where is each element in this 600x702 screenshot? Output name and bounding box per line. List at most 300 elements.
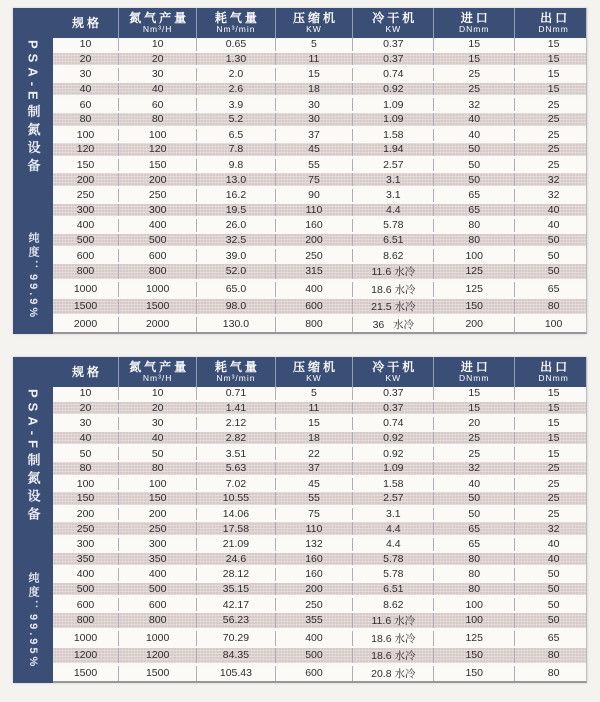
spec-cell: 110: [275, 204, 353, 217]
spec-cell: 10: [118, 387, 196, 400]
spec-cell: 400: [118, 219, 196, 232]
column-header: [433, 357, 514, 387]
spec-cell: 90: [275, 189, 353, 202]
column-unit: KW: [385, 24, 402, 35]
series-label: PSA-F制氮设备: [25, 389, 41, 525]
spec-cell: 18: [275, 432, 353, 445]
table-body: [53, 387, 586, 681]
spec-cell: 25: [514, 462, 592, 475]
spec-cell: 0.37: [352, 402, 433, 415]
spec-cell: 600: [118, 598, 196, 611]
spec-cell: 40: [514, 219, 592, 232]
column-header: [53, 8, 118, 38]
spec-cell: 0.37: [352, 387, 433, 400]
spec-cell: 50: [433, 143, 514, 156]
spec-cell: 800: [76, 265, 95, 278]
spec-cell: 1500: [73, 300, 98, 313]
column-header: [352, 357, 433, 387]
spec-cell: 1.30: [196, 53, 274, 66]
spec-cell: 25: [433, 68, 514, 81]
spec-cell: 150: [118, 159, 196, 172]
spec-cell: 40: [514, 538, 592, 551]
column-unit: Nm³/H: [142, 24, 173, 35]
spec-cell: 15: [433, 387, 514, 400]
spec-cell: 200: [433, 317, 514, 332]
spec-cell: 80: [118, 113, 196, 126]
spec-cell: 40: [514, 204, 592, 217]
spec-cell: 30: [79, 68, 92, 81]
spec-cell: 4.4: [352, 522, 433, 535]
spec-cell: 0.92: [352, 432, 433, 445]
spec-row: [53, 127, 586, 142]
spec-row: [53, 611, 586, 629]
spec-cell: 150: [76, 159, 95, 172]
spec-cell: 350: [76, 552, 95, 565]
spec-cell: 200: [118, 508, 196, 521]
spec-cell: 25: [514, 508, 592, 521]
spec-cell: 120: [76, 143, 95, 156]
spec-cell: 600: [118, 249, 196, 262]
column-header: [275, 357, 353, 387]
spec-cell: 105.43: [196, 666, 274, 681]
column-unit: DNmm: [538, 24, 569, 35]
column-unit: DNmm: [459, 24, 490, 35]
spec-cell: 8.62: [352, 598, 433, 611]
spec-cell: 5: [275, 387, 353, 400]
spec-cell: 150: [433, 666, 514, 681]
column-header: [118, 357, 196, 387]
column-unit: Nm³/min: [216, 24, 256, 35]
spec-cell: 1200: [118, 648, 196, 663]
column-header: [196, 357, 274, 387]
column-title: 规格: [72, 15, 103, 30]
column-title: 冷干机: [372, 10, 418, 25]
spec-cell: 250: [275, 598, 353, 611]
spec-cell: 6.5: [196, 129, 274, 142]
spec-cell: 11: [275, 402, 353, 415]
spec-cell: 40: [514, 553, 592, 566]
spec-row: [53, 315, 586, 332]
spec-cell: 3.1: [352, 189, 433, 202]
spec-cell: 300: [118, 538, 196, 551]
spec-cell: 200: [118, 173, 196, 186]
spec-row: [53, 247, 586, 262]
spec-cell: 3.9: [196, 98, 274, 111]
spec-cell: 125: [433, 282, 514, 297]
column-title: 出口: [540, 10, 571, 25]
spec-cell: 15: [433, 53, 514, 66]
spec-cell: 50: [433, 159, 514, 172]
psa-e-spec-grid: [53, 8, 587, 334]
spec-cell: 50: [118, 447, 196, 460]
spec-cell: 60: [79, 98, 92, 111]
spec-cell: 7.02: [196, 478, 274, 491]
spec-cell: 50: [514, 613, 592, 628]
spec-cell: 250: [76, 189, 95, 202]
column-title: 出口: [540, 359, 571, 374]
spec-cell: 800: [76, 614, 95, 627]
spec-cell: 80: [433, 234, 514, 247]
spec-cell: 20: [118, 53, 196, 66]
spec-cell: 11: [275, 53, 353, 66]
spec-cell: 11.6 水冷: [352, 264, 433, 279]
spec-cell: 1000: [118, 282, 196, 297]
table-header-row: [53, 8, 586, 38]
spec-row: [53, 400, 586, 416]
column-unit: Nm³/H: [142, 373, 173, 384]
spec-cell: 600: [275, 666, 353, 681]
psa-e-sidebar: [13, 8, 53, 334]
spec-row: [53, 262, 586, 280]
spec-cell: 60: [118, 98, 196, 111]
spec-cell: 15: [514, 38, 592, 51]
spec-cell: 19.5: [196, 204, 274, 217]
spec-cell: 600: [76, 249, 95, 262]
spec-cell: 25: [433, 432, 514, 445]
column-unit: Nm³/min: [216, 373, 256, 384]
spec-cell: 1.09: [352, 113, 433, 126]
spec-row: [53, 157, 586, 172]
spec-cell: 200: [275, 234, 353, 247]
spec-cell: 2.6: [196, 83, 274, 96]
spec-cell: 50: [433, 173, 514, 186]
spec-row: [53, 51, 586, 67]
spec-cell: 80: [79, 462, 92, 475]
spec-cell: 6.51: [352, 583, 433, 596]
column-header: [53, 357, 118, 387]
spec-cell: 18: [275, 83, 353, 96]
spec-cell: 24.6: [196, 553, 274, 566]
spec-cell: 3.1: [352, 173, 433, 186]
spec-cell: 800: [118, 613, 196, 628]
spec-cell: 55: [275, 492, 353, 505]
spec-cell: 200: [76, 508, 95, 521]
spec-cell: 160: [275, 553, 353, 566]
spec-cell: 50: [514, 568, 592, 581]
spec-cell: 500: [275, 648, 353, 663]
column-title: 氮气产量: [129, 359, 190, 374]
spec-cell: 52.0: [196, 264, 274, 279]
spec-cell: 3.51: [196, 447, 274, 460]
spec-cell: 0.37: [352, 38, 433, 51]
spec-cell: 50: [79, 447, 92, 460]
spec-cell: 20: [433, 417, 514, 430]
spec-cell: 22: [275, 447, 353, 460]
spec-cell: 150: [433, 299, 514, 314]
spec-row: [53, 551, 586, 567]
column-unit: DNmm: [538, 373, 569, 384]
spec-cell: 50: [433, 508, 514, 521]
spec-cell: 125: [433, 264, 514, 279]
spec-cell: 0.65: [196, 38, 274, 51]
spec-cell: 65: [514, 282, 592, 297]
spec-cell: 20: [118, 402, 196, 415]
spec-row: [53, 445, 586, 460]
spec-cell: 8.62: [352, 249, 433, 262]
spec-cell: 1000: [73, 283, 98, 296]
spec-cell: 30: [79, 417, 92, 430]
spec-cell: 50: [514, 583, 592, 596]
spec-row: [53, 646, 586, 664]
spec-row: [53, 187, 586, 202]
series-label: PSA-E制氮设备: [25, 40, 41, 177]
column-header: [196, 8, 274, 38]
spec-cell: 21.5 水冷: [352, 299, 433, 314]
psa-f-spec-table: [13, 357, 587, 683]
spec-cell: 250: [275, 249, 353, 262]
spec-row: [53, 476, 586, 491]
column-title: 耗气量: [214, 359, 260, 374]
spec-cell: 2.0: [196, 68, 274, 81]
spec-row: [53, 581, 586, 597]
spec-row: [53, 596, 586, 611]
spec-cell: 40: [79, 83, 92, 96]
spec-cell: 50: [514, 598, 592, 611]
column-unit: KW: [385, 373, 402, 384]
spec-cell: 0.92: [352, 83, 433, 96]
psa-f-spec-grid: [53, 357, 587, 683]
spec-cell: 4.4: [352, 538, 433, 551]
spec-cell: 200: [76, 173, 95, 186]
psa-e-spec-table: [13, 8, 587, 334]
spec-cell: 300: [118, 204, 196, 217]
psa-f-sidebar: [13, 357, 53, 683]
spec-cell: 5.78: [352, 553, 433, 566]
spec-cell: 130.0: [196, 317, 274, 332]
spec-cell: 500: [76, 583, 95, 596]
spec-cell: 150: [433, 648, 514, 663]
table-body: [53, 38, 586, 332]
column-title: 进口: [460, 10, 491, 25]
spec-cell: 80: [79, 113, 92, 126]
spec-cell: 15: [514, 83, 592, 96]
spec-cell: 25: [514, 113, 592, 126]
spec-cell: 160: [275, 568, 353, 581]
spec-cell: 30: [118, 417, 196, 430]
spec-cell: 32: [514, 173, 592, 186]
spec-cell: 150: [76, 492, 95, 505]
column-title: 进口: [460, 359, 491, 374]
spec-cell: 1.09: [352, 98, 433, 111]
spec-cell: 25: [433, 447, 514, 460]
spec-cell: 25: [514, 492, 592, 505]
spec-cell: 15: [514, 402, 592, 415]
spec-row: [53, 232, 586, 248]
spec-cell: 100: [433, 249, 514, 262]
spec-cell: 17.58: [196, 522, 274, 535]
spec-cell: 400: [275, 631, 353, 646]
spec-cell: 15: [433, 38, 514, 51]
spec-cell: 600: [76, 598, 95, 611]
spec-cell: 75: [275, 508, 353, 521]
spec-cell: 100: [76, 128, 95, 141]
column-unit: DNmm: [459, 373, 490, 384]
spec-row: [53, 387, 586, 400]
spec-cell: 28.12: [196, 568, 274, 581]
spec-cell: 2.57: [352, 159, 433, 172]
column-title: 耗气量: [214, 10, 260, 25]
spec-cell: 1000: [118, 631, 196, 646]
spec-cell: 0.71: [196, 387, 274, 400]
spec-cell: 32.5: [196, 234, 274, 247]
spec-cell: 42.17: [196, 598, 274, 611]
spec-cell: 25: [514, 159, 592, 172]
spec-cell: 30: [275, 98, 353, 111]
spec-cell: 11.6 水冷: [352, 613, 433, 628]
spec-row: [53, 566, 586, 581]
spec-cell: 400: [118, 568, 196, 581]
column-title: 压缩机: [292, 10, 338, 25]
spec-cell: 800: [275, 317, 353, 332]
spec-cell: 100: [118, 478, 196, 491]
spec-cell: 84.35: [196, 648, 274, 663]
spec-row: [53, 430, 586, 446]
purity-label: 纯度：99.9%: [27, 231, 39, 320]
spec-cell: 150: [118, 492, 196, 505]
column-header: [275, 8, 353, 38]
column-header: [514, 8, 592, 38]
spec-cell: 350: [118, 553, 196, 566]
spec-cell: 15: [514, 417, 592, 430]
spec-cell: 21.09: [196, 538, 274, 551]
spec-row: [53, 202, 586, 218]
spec-cell: 25: [433, 83, 514, 96]
spec-cell: 40: [79, 432, 92, 445]
spec-cell: 1.58: [352, 129, 433, 142]
spec-cell: 100: [514, 317, 592, 332]
spec-cell: 100: [76, 477, 95, 490]
spec-cell: 250: [76, 522, 95, 535]
spec-cell: 80: [118, 462, 196, 475]
spec-cell: 1.09: [352, 462, 433, 475]
spec-cell: 30: [118, 68, 196, 81]
spec-cell: 1500: [118, 666, 196, 681]
spec-cell: 80: [433, 219, 514, 232]
spec-cell: 1000: [73, 632, 98, 645]
spec-cell: 65: [433, 204, 514, 217]
spec-cell: 100: [433, 613, 514, 628]
spec-cell: 45: [275, 143, 353, 156]
spec-cell: 100: [433, 598, 514, 611]
spec-cell: 15: [433, 402, 514, 415]
table-header-row: [53, 357, 586, 387]
spec-cell: 55: [275, 159, 353, 172]
spec-row: [53, 536, 586, 551]
spec-cell: 15: [514, 68, 592, 81]
spec-cell: 35.15: [196, 583, 274, 596]
spec-cell: 25: [514, 98, 592, 111]
spec-cell: 25: [514, 129, 592, 142]
spec-cell: 80: [433, 568, 514, 581]
spec-cell: 32: [514, 522, 592, 535]
spec-cell: 9.8: [196, 159, 274, 172]
spec-cell: 2000: [118, 317, 196, 332]
spec-cell: 25: [514, 143, 592, 156]
spec-cell: 45: [275, 478, 353, 491]
column-unit: KW: [306, 373, 322, 384]
spec-cell: 16.2: [196, 189, 274, 202]
spec-cell: 5.78: [352, 568, 433, 581]
spec-row: [53, 280, 586, 297]
spec-row: [53, 490, 586, 506]
spec-cell: 800: [118, 264, 196, 279]
purity-label: 纯度：99.95%: [27, 571, 39, 669]
column-title: 压缩机: [292, 359, 338, 374]
spec-cell: 10: [118, 38, 196, 51]
spec-cell: 18.6 水冷: [352, 648, 433, 663]
spec-row: [53, 38, 586, 51]
spec-row: [53, 664, 586, 681]
spec-cell: 40: [433, 129, 514, 142]
spec-cell: 400: [76, 219, 95, 232]
spec-cell: 50: [514, 264, 592, 279]
spec-cell: 15: [514, 432, 592, 445]
spec-cell: 600: [275, 299, 353, 314]
spec-row: [53, 629, 586, 646]
spec-cell: 500: [118, 583, 196, 596]
spec-cell: 1500: [118, 299, 196, 314]
spec-cell: 25: [514, 478, 592, 491]
spec-cell: 65.0: [196, 282, 274, 297]
spec-cell: 5.63: [196, 462, 274, 475]
spec-cell: 315: [275, 264, 353, 279]
column-unit: KW: [306, 24, 322, 35]
spec-cell: 160: [275, 219, 353, 232]
spec-cell: 37: [275, 129, 353, 142]
spec-cell: 250: [118, 189, 196, 202]
spec-cell: 5.2: [196, 113, 274, 126]
spec-cell: 80: [514, 666, 592, 681]
column-header: [433, 8, 514, 38]
spec-cell: 132: [275, 538, 353, 551]
spec-cell: 65: [433, 538, 514, 551]
spec-cell: 32: [514, 189, 592, 202]
spec-row: [53, 171, 586, 187]
spec-row: [53, 520, 586, 536]
spec-cell: 14.06: [196, 508, 274, 521]
spec-cell: 15: [514, 387, 592, 400]
spec-cell: 15: [275, 417, 353, 430]
spec-cell: 40: [433, 113, 514, 126]
spec-cell: 300: [76, 538, 95, 551]
spec-cell: 18.6 水冷: [352, 282, 433, 297]
spec-cell: 1500: [73, 667, 98, 680]
spec-cell: 10.55: [196, 492, 274, 505]
spec-cell: 20.8 水冷: [352, 666, 433, 681]
spec-cell: 250: [118, 522, 196, 535]
spec-row: [53, 460, 586, 476]
spec-cell: 15: [514, 53, 592, 66]
spec-cell: 40: [118, 83, 196, 96]
spec-cell: 80: [514, 648, 592, 663]
spec-row: [53, 217, 586, 232]
spec-cell: 15: [514, 447, 592, 460]
spec-cell: 98.0: [196, 299, 274, 314]
column-title: 氮气产量: [129, 10, 190, 25]
spec-cell: 355: [275, 613, 353, 628]
spec-cell: 0.92: [352, 447, 433, 460]
spec-cell: 26.0: [196, 219, 274, 232]
spec-row: [53, 111, 586, 127]
spec-cell: 7.8: [196, 143, 274, 156]
spec-cell: 40: [118, 432, 196, 445]
spec-cell: 20: [79, 52, 92, 65]
spec-cell: 2.12: [196, 417, 274, 430]
spec-cell: 400: [275, 282, 353, 297]
spec-cell: 100: [118, 129, 196, 142]
spec-cell: 13.0: [196, 173, 274, 186]
spec-cell: 125: [433, 631, 514, 646]
